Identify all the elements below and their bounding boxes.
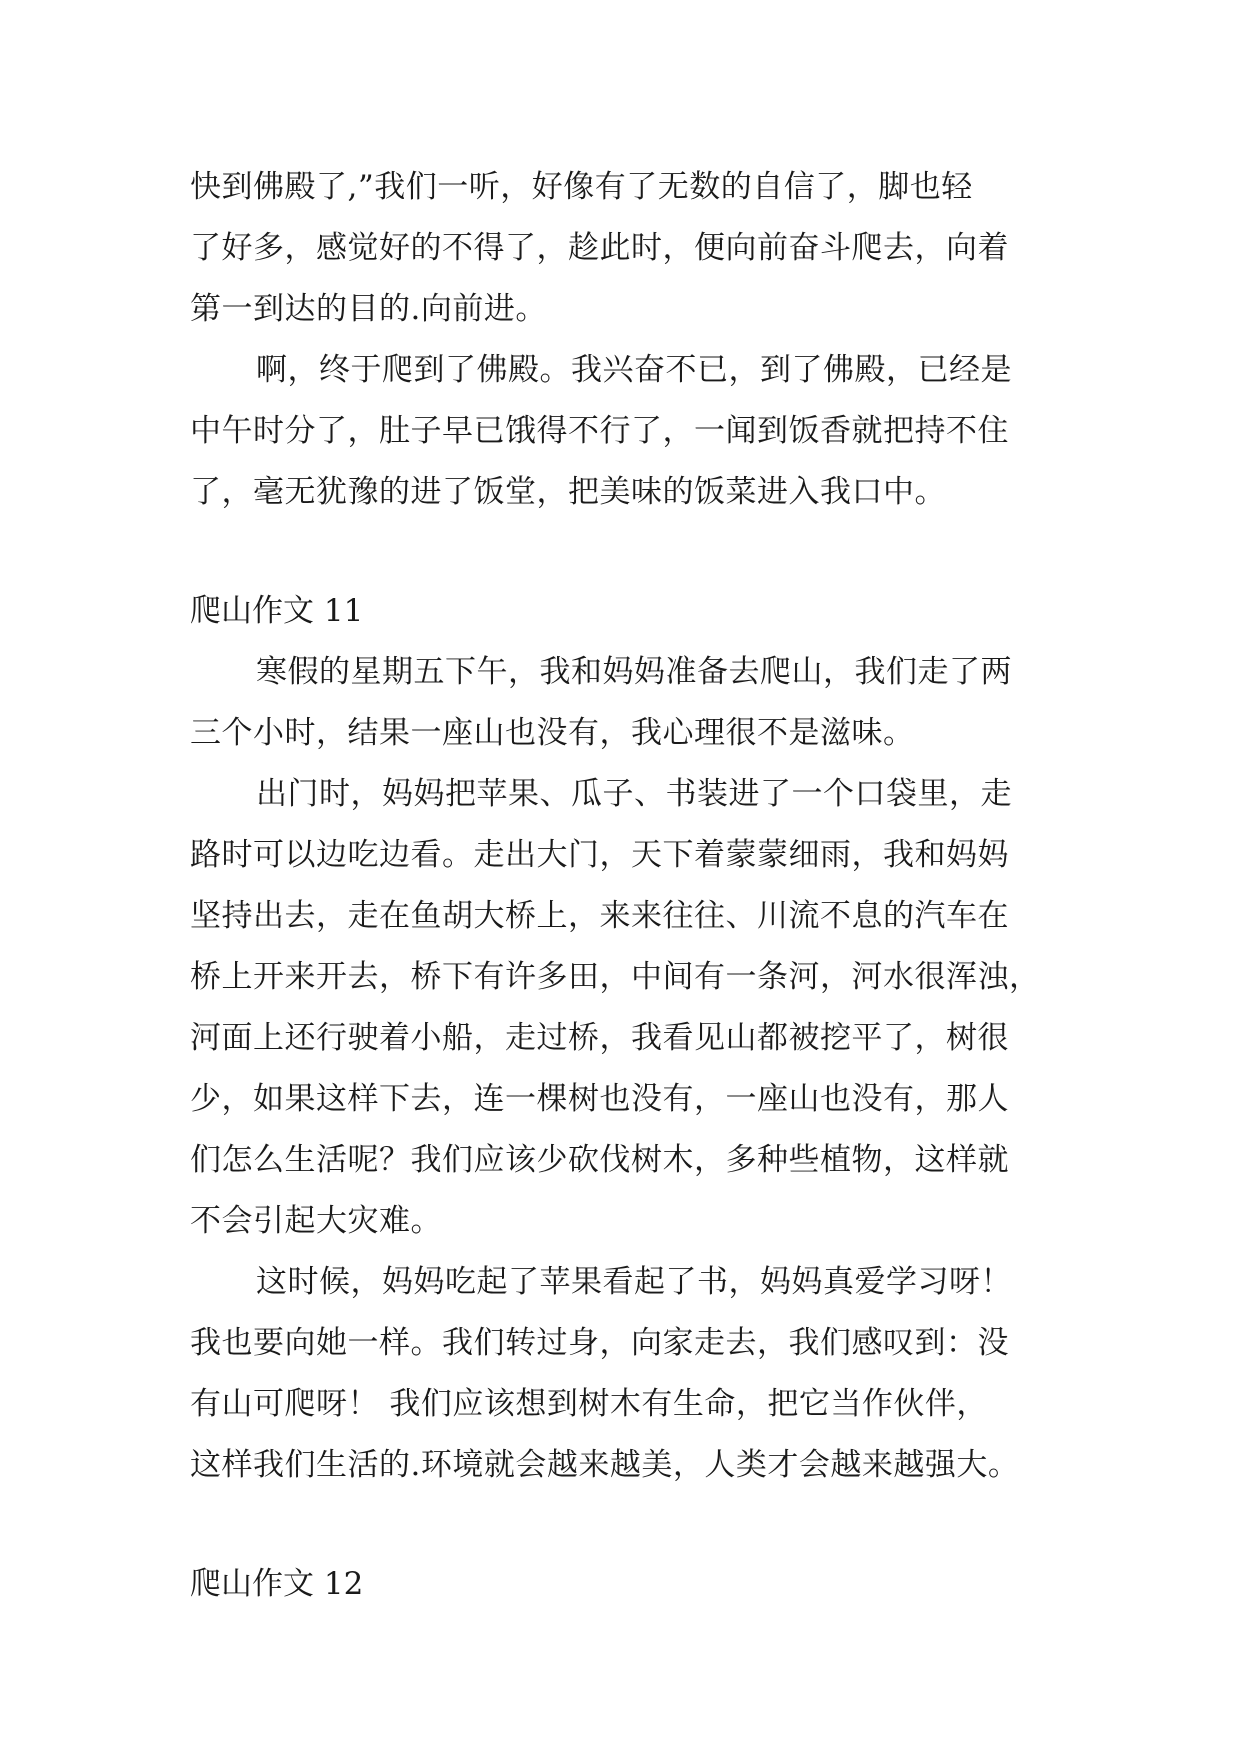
text-line: 们怎么生活呢？我们应该少砍伐树木，多种些植物，这样就	[190, 1142, 1009, 1178]
text-line: 第一到达的目的.向前进。	[190, 291, 547, 327]
text-line: 桥上开来开去，桥下有许多田，中间有一条河，河水很浑浊，	[190, 959, 1041, 995]
paragraph-first-line: 寒假的星期五下午，我和妈妈准备去爬山，我们走了两	[256, 654, 1012, 690]
paragraph-first-line: 这时候，妈妈吃起了苹果看起了书，妈妈真爱学习呀！	[256, 1264, 1012, 1300]
text-line: 不会引起大灾难。	[190, 1203, 442, 1239]
text-line: 河面上还行驶着小船，走过桥，我看见山都被挖平了，树很	[190, 1020, 1009, 1056]
document-body	[190, 157, 1065, 1615]
section-heading-12: 爬山作文 12	[190, 1566, 364, 1602]
text-line: 坚持出去，走在鱼胡大桥上，来来往往、川流不息的汽车在	[190, 898, 1009, 934]
text-line: 这样我们生活的.环境就会越来越美，人类才会越来越强大。	[190, 1447, 1020, 1483]
text-line: 少，如果这样下去，连一棵树也没有，一座山也没有，那人	[190, 1081, 1009, 1117]
paragraph-first-line: 出门时，妈妈把苹果、瓜子、书装进了一个口袋里，走	[256, 776, 1012, 812]
text-line: 三个小时，结果一座山也没有，我心理很不是滋味。	[190, 715, 915, 751]
text-line: 我也要向她一样。我们转过身，向家走去，我们感叹到：没	[190, 1325, 1009, 1361]
paragraph-first-line: 啊，终于爬到了佛殿。我兴奋不已，到了佛殿，已经是	[256, 352, 1012, 388]
section-gap	[190, 523, 1065, 581]
section-gap	[190, 1496, 1065, 1554]
section-heading-11: 爬山作文 11	[190, 593, 364, 629]
text-line: 中午时分了，肚子早已饿得不行了，一闻到饭香就把持不住	[190, 413, 1009, 449]
text-line: 了，毫无犹豫的进了饭堂，把美味的饭菜进入我口中。	[190, 474, 946, 510]
text-line: 快到佛殿了,”我们一听，好像有了无数的自信了，脚也轻	[190, 169, 973, 205]
text-line: 了好多，感觉好的不得了，趁此时，便向前奋斗爬去，向着	[190, 230, 1009, 266]
text-line: 路时可以边吃边看。走出大门，天下着蒙蒙细雨，我和妈妈	[190, 837, 1009, 873]
text-line: 有山可爬呀！ 我们应该想到树木有生命，把它当作伙伴，	[190, 1386, 988, 1422]
